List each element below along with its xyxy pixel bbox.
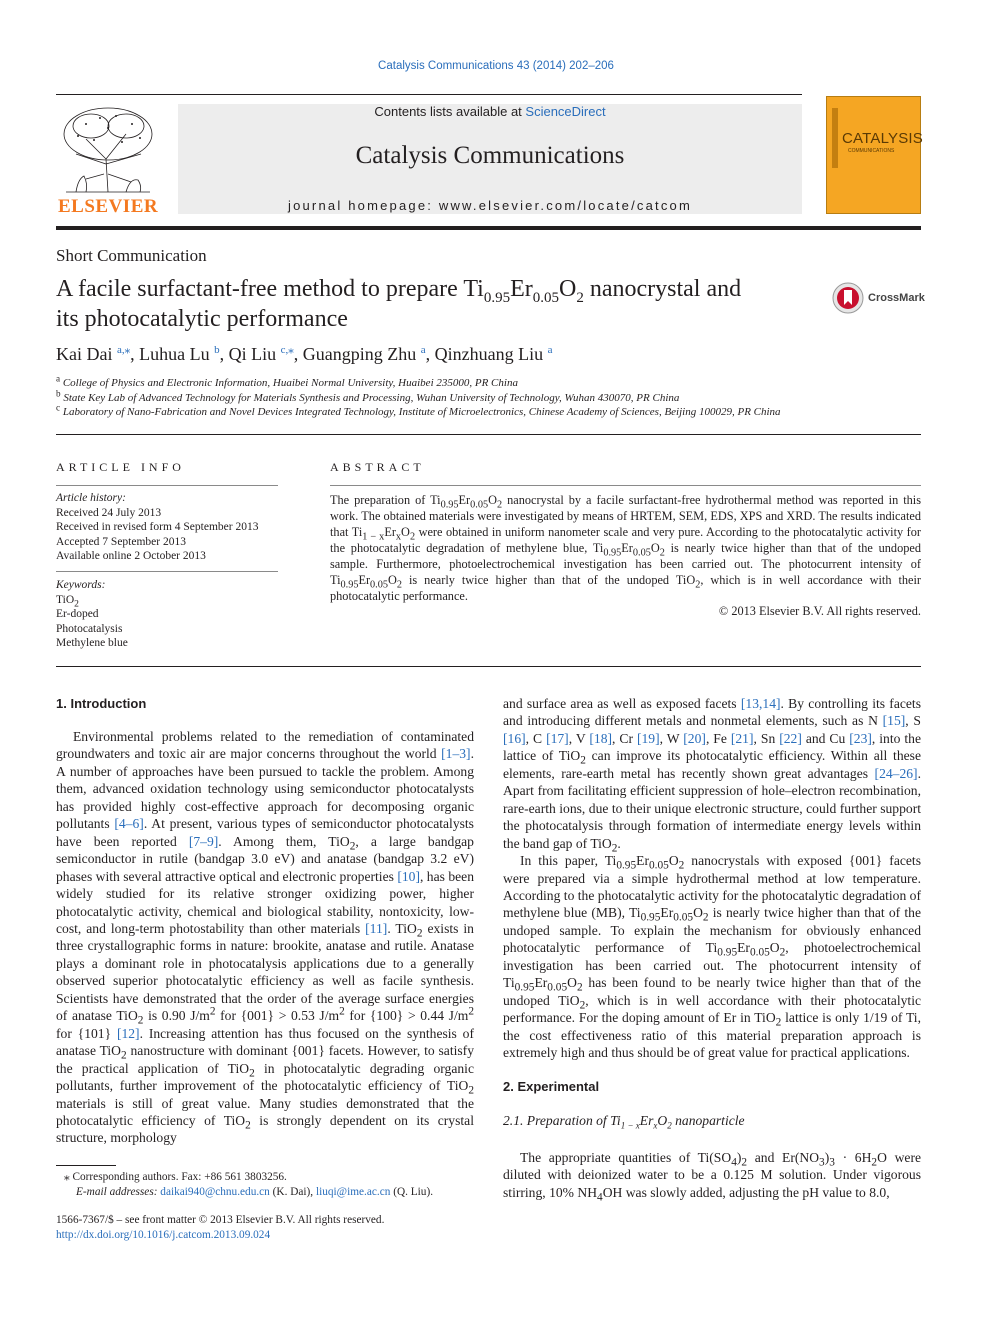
email-link[interactable]: liuqi@ime.ac.cn [315,1186,391,1198]
article-history: Article history: Received 24 July 2013 Received in revised form 4 September 2013 Accepted 7 September 2013 Available online 2 October 2013 [56,492,259,562]
copyright: © 2013 Elsevier B.V. All rights reserved. [718,604,921,618]
divider [330,485,921,486]
citation-link[interactable]: [17] [546,730,569,746]
author[interactable]: Guangping Zhu [302,344,417,364]
citation-link[interactable]: [15] [882,713,906,729]
corresponding-author-note: ⁎ Corresponding authors. Fax: +86 561 3803256. [64,1171,287,1183]
author[interactable]: Kai Dai [56,344,113,364]
journal-cover-image [826,96,921,214]
email-link[interactable]: daikai940@chnu.edu.cn [160,1186,270,1198]
divider [56,571,278,572]
citation-link[interactable]: [13,14] [740,696,781,711]
journal-homepage[interactable]: journal homepage: www.elsevier.com/locate/catcom [287,198,693,213]
section-heading-introduction: 1. Introduction [56,696,147,711]
citation-link[interactable]: [7–9] [188,833,219,849]
issn-line: 1566-7367/$ – see front matter © 2013 Elsevier B.V. All rights reserved. [56,1214,385,1226]
divider [56,434,921,435]
divider [56,485,278,486]
citation-link[interactable]: [18] [589,730,613,746]
citation-link[interactable]: [12] [116,1025,140,1041]
citation-link[interactable]: [24–26] [874,765,918,781]
cover-title: CATALYSIS [842,130,923,147]
keywords: Keywords: TiO$_2$ Er-doped Photocatalysis Methylene blue [56,579,128,649]
doi-link[interactable]: http://dx.doi.org/10.1016/j.catcom.2013.09.024 [56,1229,271,1241]
article-title: A facile surfactant-free method to prepare $Ti_{0.95}Er_{0.05}O_2$ nanocrystal and its photocatalytic performance [56,276,742,332]
cover-strip [832,108,838,168]
sciencedirect-link[interactable]: ScienceDirect [525,104,606,119]
abstract-heading: ABSTRACT [330,460,425,474]
journal-title: Catalysis Communications [355,142,625,169]
author[interactable]: Luhua Lu [139,344,210,364]
journal-reference[interactable]: Catalysis Communications 43 (2014) 202–206 [378,60,614,72]
article-info-heading: ARTICLE INFO [56,460,185,474]
subsection-heading-preparation: 2.1. Preparation of $Ti_{1 - x}Er_xO_2$ nanoparticle [503,1113,745,1131]
header-thick-rule [56,226,921,230]
affiliation: $^b$ State Key Lab of Advanced Technology for Materials Synthesis and Processing, Wuhan University of Technology, Wuhan 430070, PR China [56,388,680,404]
contents-line: Contents lists available at ScienceDirect [374,104,606,119]
citation-link[interactable]: [21] [730,730,754,746]
citation-link[interactable]: [23] [849,730,872,746]
introduction-body: Environmental problems related to the remediation of contaminated groundwaters and toxic air are major concerns throughout the world [1–3]. A number of approaches have been pursued to tackle the problem. Among them, advanced oxidation technology using semiconductor photocatalysts has provided highly cost-effective approach for decomposing organic pollutants [4–6]. At present, various types of semiconductor photocatalysts have been reported [7–9]. Among them, TiO$_2$, a large bandgap semiconductor in rutile (bandgap 3.0 eV) and anatase (bandgap 3.2 eV) phases with several attractive optical and electronic properties [10], has been widely studied for its relative stronger oxidizing power, higher photocatalytic activity, chemical and biological stability, nontoxicity, low-cost, and long-term photostability than other materials [11]. TiO$_2$ exists in three crystallographic forms in nature: brookite, anatase and rutile. Anatase plays a dominant role in photocatalysis applications due to a generally observed superior photocatalytic efficiency as well as facile synthesis. Scientists have demonstrated that the order of the average surface energies of anatase TiO$_2$ is 0.90 $J/m^2$ for {001} > 0.53 $J/m^2$ for {100} > 0.44 $J/m^2$ for {101} [12]. Increasing attention has thus focused on the synthesis of anatase TiO$_2$ nanostructure with dominant {001} facets. However, to satisfy the practical application of TiO$_2$ in photocatalytic degrading organic pollutants, further improvement of the photocatalytic efficiency of TiO$_2$ materials is still of great value. Many studies demonstrated that the photocatalytic efficiency of TiO$_2$ is strongly dependent on its crystal structure, morphology [56,729,474,1146]
author-list: Kai Dai $^{a,⁎}$, Luhua Lu $^b$, Qi Liu $^{c,⁎}$, Guangping Zhu $^a$, Qinzhuang Liu $^a$ [56,344,553,364]
cover-subtitle: COMMUNICATIONS [848,148,895,154]
citation-link[interactable]: [4–6] [114,816,144,832]
footnote-rule [56,1165,116,1166]
introduction-body-continued: and surface area as well as exposed facets [13,14]. By controlling its facets and introducing different metals and nonmetal elements, such as N [15], S [16], C [17], V [18], Cr [19], W [20], Fe [21], Sn [22] and Cu [23], into the lattice of TiO$_2$ can improve its photocatalytic efficiency. Within all these elements, rare-earth metal has recently shown great advantages [24–26]. Apart from facilitating efficient suppression of hole–electron recombination, rare-earth ions, due to their unique electronic structure, could further support the photocatalysis through formation of intermediate energy levels within the band gap of TiO$_2$. In this paper, $Ti_{0.95}Er_{0.05}O_2$ nanocrystals with exposed {001} facets were prepared via a simple hydrothermal method at low temperature. According to the photocatalytic activity for the photocatalytic degradation of methylene blue (MB), $Ti_{0.95}Er_{0.05}O_2$ is nearly twice higher than that of the undoped sample. To explain the mechanism for obviously enhanced photocatalytic performance of $Ti_{0.95}Er_{0.05}O_2$, photoelectrochemical investigation has been carried out. The photocurrent intensity of $Ti_{0.95}Er_{0.05}O_2$ has been found to be nearly twice higher than that of the undoped TiO$_2$, which is in well accordance with their photocatalytic performance. For the doping amount of Er in TiO$_2$ lattice is only 1/19 of Ti, the cost effectiveness ratio of this material preparation approach is extremely high and thus should be of great value for practical applications. [503,696,922,1061]
email-note: E-mail addresses: daikai940@chnu.edu.cn (K. Dai), liuqi@ime.ac.cn (Q. Liu). [76,1186,434,1198]
citation-link[interactable]: [19] [636,730,660,746]
citation-link[interactable]: [22] [779,730,802,746]
crossmark-icon[interactable] [832,282,864,314]
affiliation: $^c$ Laboratory of Nano-Fabrication and Novel Devices Integrated Technology, Institute of Microelectronics, Chinese Academy of Sciences, Beijing 100029, PR China [56,402,781,418]
citation-link[interactable]: [10] [397,868,420,884]
abstract-body: The preparation of $Ti_{0.95}Er_{0.05}O_2$ nanocrystal by a facile surfactant-free hydrothermal method was reported in this work. The obtained materials were investigated by means of HRTEM, SEM, EDS, XPS and XRD. The results indicated that $Ti_{1 - x}Er_xO_2$ were obtained in uniform nanometer scale and very pure. According to the photocatalytic activity for the photocatalytic degradation of methylene blue, $Ti_{0.95}Er_{0.05}O_2$ is nearly twice higher than that of the undoped sample. Furthermore, photoelectrochemical investigation has been carried out. The photocurrent intensity of $Ti_{0.95}Er_{0.05}O_2$ is nearly twice higher than that of the undoped TiO$_2$, which is in well accordance with their photocatalytic performance. [330,493,922,603]
experimental-body: The appropriate quantities of $Ti(SO_4)_2$ and $Er(NO_3)_3 \cdot 6H_2O$ were diluted with deionized water to be a 0.125 M solution. Under vigorous stirring, 10% $NH_4OH$ was slowly added, adjusting the pH value to 8.0, [503,1150,921,1204]
elsevier-wordmark: ELSEVIER [58,196,159,217]
author[interactable]: Qi Liu [228,344,277,364]
citation-link[interactable]: [11] [365,920,388,936]
divider [56,666,921,667]
header-rule [56,94,802,95]
section-heading-experimental: 2. Experimental [503,1079,600,1094]
citation-link[interactable]: [1–3] [441,746,471,762]
crossmark-label[interactable]: CrossMark [868,292,925,304]
citation-link[interactable]: [16] [503,730,526,746]
article-type: Short Communication [56,246,207,265]
citation-link[interactable]: [20] [683,730,706,746]
affiliation: $^a$ College of Physics and Electronic Information, Huaibei Normal University, Huaibei 235000, PR China [56,373,518,389]
author[interactable]: Qinzhuang Liu [434,344,544,364]
